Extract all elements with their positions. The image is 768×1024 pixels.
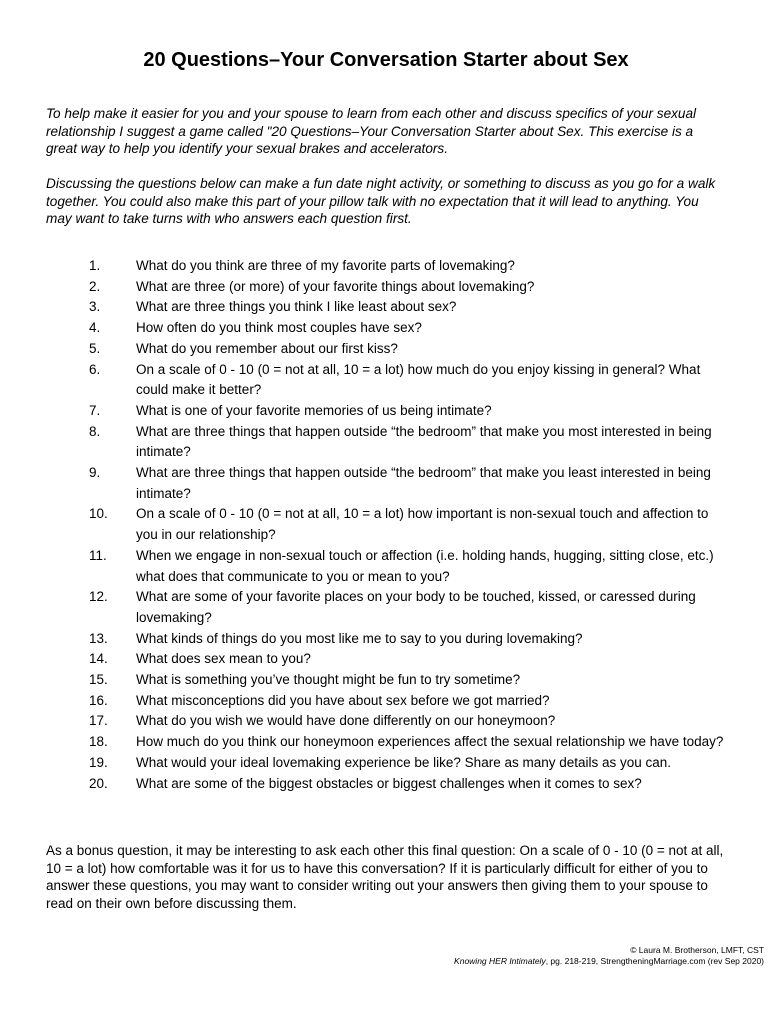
question-number: 13.: [89, 630, 108, 646]
question-number: 10.: [89, 506, 108, 522]
question-text: How much do you think our honeymoon experiences affect the sexual relationship we have today?: [136, 734, 724, 750]
question-text: What are three (or more) of your favorite things about lovemaking?: [136, 278, 535, 294]
question-text: What kinds of things do you most like me to say to you during lovemaking?: [136, 630, 583, 646]
page-title: 20 Questions–Your Conversation Starter about Sex: [143, 49, 629, 71]
footer-copyright: © Laura M. Brotherson, LMFT, CST: [630, 945, 764, 955]
question-number: 8.: [89, 423, 101, 439]
question-number: 6.: [89, 361, 101, 377]
question-text: What does sex mean to you?: [136, 651, 311, 667]
question-item: [46, 670, 726, 691]
question-text: How often do you think most couples have sex?: [136, 320, 422, 336]
question-text: What are three things that happen outside “the bedroom” that make you least interested in being intimate?: [136, 465, 711, 501]
question-text: On a scale of 0 - 10 (0 = not at all, 10 = a lot) how important is non-sexual touch and affection to you in our relationship?: [136, 506, 709, 543]
question-item: [46, 504, 726, 545]
question-number: 20.: [89, 775, 108, 791]
footer-citation-line: [264, 956, 764, 967]
question-number: 9.: [89, 465, 101, 481]
question-text: What do you wish we would have done differently on our honeymoon?: [136, 713, 556, 729]
bonus-question-paragraph: As a bonus question, it may be interesting to ask each other this final question: On a scale of 0 - 10 (0 = not at all, 10 = a lot) how comfortable was it for us to have this conversation? If it is particularly difficult for either of you to answer these questions, you may want to consider writing out your answers then giving them to your spouse to read on their own before discussing them.: [46, 843, 724, 911]
question-text: What are some of the biggest obstacles or biggest challenges when it comes to sex?: [136, 775, 642, 791]
question-number: 15.: [89, 672, 108, 688]
footer-book-title: Knowing HER Intimately: [454, 956, 546, 966]
question-item: [46, 422, 726, 463]
question-item: [46, 318, 726, 339]
question-text: What misconceptions did you have about sex before we got married?: [136, 692, 550, 708]
question-item: [46, 711, 726, 732]
question-text: What is one of your favorite memories of us being intimate?: [136, 402, 492, 418]
question-item: [46, 297, 726, 318]
question-item: [46, 753, 726, 774]
intro-paragraph-2: Discussing the questions below can make a fun date night activity, or something to discuss as you go for a walk together. You could also make this part of your pillow talk with no expectation that it will lead to anything. You may want to take turns with who answers each question first.: [46, 176, 716, 226]
question-item: [46, 691, 726, 712]
question-text: What do you remember about our first kiss?: [136, 340, 398, 356]
question-number: 19.: [89, 754, 108, 770]
question-item: [46, 277, 726, 298]
question-item: [46, 463, 726, 504]
footer-credit: [264, 945, 764, 967]
question-text: What are some of your favorite places on your body to be touched, kissed, or caressed during lovemaking?: [136, 589, 696, 625]
question-number: 18.: [89, 734, 108, 750]
question-number: 16.: [89, 692, 108, 708]
question-item: [46, 774, 726, 795]
question-number: 5.: [89, 340, 101, 356]
question-item: [46, 256, 726, 277]
intro-paragraph-1: To help make it easier for you and your spouse to learn from each other and discuss specifics of your sexual relationship I suggest a game called "20 Questions–Your Conversation Starter about Sex. This exercise is a great way to help you identify your sexual brakes and accelerators.: [46, 106, 697, 156]
question-number: 17.: [89, 713, 108, 729]
question-item: [46, 587, 726, 628]
question-text: What are three things that happen outside “the bedroom” that make you most interested in being intimate?: [136, 423, 712, 460]
question-item: [46, 649, 726, 670]
question-number: 4.: [89, 320, 101, 336]
question-number: 2.: [89, 278, 101, 294]
question-item: [46, 629, 726, 650]
question-text: On a scale of 0 - 10 (0 = not at all, 10 = a lot) how much do you enjoy kissing in general? What could make it better?: [136, 361, 701, 398]
question-item: [46, 339, 726, 360]
question-text: What do you think are three of my favorite parts of lovemaking?: [136, 258, 515, 273]
question-text: What is something you’ve thought might be fun to try sometime?: [136, 672, 521, 688]
question-text: What would your ideal lovemaking experience be like? Share as many details as you can.: [136, 754, 672, 770]
footer-citation: , pg. 218-219, StrengtheningMarriage.com (rev Sep 2020): [545, 956, 764, 966]
question-item: [46, 732, 726, 753]
question-text: What are three things you think I like least about sex?: [136, 299, 457, 315]
question-item: [46, 360, 726, 401]
question-item: [46, 401, 726, 422]
question-number: 1.: [89, 258, 101, 273]
question-number: 11.: [89, 547, 107, 563]
question-item: [46, 546, 726, 587]
question-number: 3.: [89, 299, 101, 315]
question-number: 12.: [89, 589, 108, 605]
question-list: [46, 256, 726, 794]
question-number: 7.: [89, 402, 101, 418]
question-text: When we engage in non-sexual touch or affection (i.e. holding hands, hugging, sitting close, etc.) what does that communicate to you or mean to you?: [136, 547, 714, 584]
question-number: 14.: [89, 651, 108, 667]
